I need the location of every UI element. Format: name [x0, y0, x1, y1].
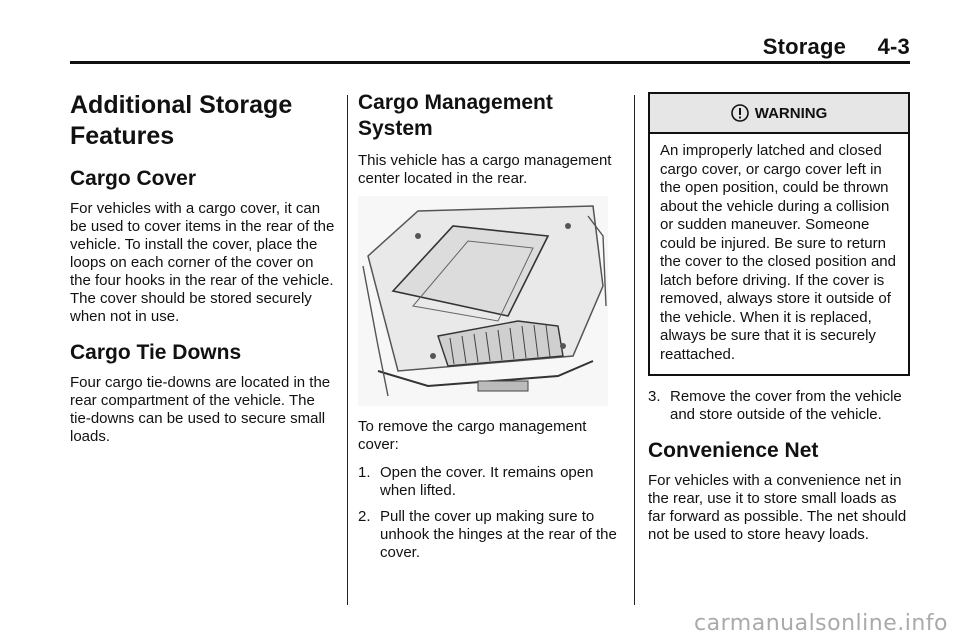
- column-divider-1: [347, 95, 348, 605]
- list-item: [358, 464, 620, 500]
- list-item: [358, 508, 620, 562]
- header-rule: [70, 61, 910, 64]
- cargo-management-illustration: [358, 196, 608, 406]
- convenience-net-text: For vehicles with a convenience net in the rear, use it to store small loads as far forward as possible. The net should not be used to store heavy loads.: [648, 472, 907, 543]
- step-text: Open the cover. It remains open when lifted.: [380, 464, 594, 499]
- column-divider-2: [634, 95, 635, 605]
- page-number: 4-3: [877, 34, 910, 59]
- cargo-management-intro: This vehicle has a cargo management center located in the rear.: [358, 152, 612, 187]
- page-header-title: [763, 34, 910, 60]
- step-text: Pull the cover up making sure to unhook the hinges at the rear of the cover.: [380, 508, 617, 561]
- column-right: [648, 80, 910, 550]
- step-number: 1.: [358, 464, 371, 481]
- column-left: [70, 80, 335, 452]
- warning-box: [648, 92, 910, 376]
- remove-steps-list-continued: [648, 388, 910, 424]
- remove-cover-intro: To remove the cargo management cover:: [358, 418, 587, 453]
- page-header: [70, 28, 910, 64]
- cargo-cover-heading: Cargo Cover: [70, 167, 197, 190]
- cargo-cover-text: For vehicles with a cargo cover, it can be used to cover items in the rear of the vehicle. To install the cover, place the loops on each corner of the cover on the four hooks in the rear of the vehicle. The cover should be stored securely when not in use.: [70, 200, 335, 325]
- additional-storage-heading: Additional Storage Features: [70, 91, 293, 150]
- remove-steps-list: [358, 464, 620, 562]
- warning-label: WARNING: [754, 104, 828, 122]
- list-item: [648, 388, 910, 424]
- step-text: Remove the cover from the vehicle and store outside of the vehicle.: [670, 388, 902, 423]
- column-middle: [358, 80, 620, 570]
- warning-text: An improperly latched and closed cargo cover, or cargo cover left in the open position, could be thrown about the vehicle during a collision or sudden maneuver. Someone could be injured. Be sure to return the cover to the closed position and latch before driving. If the cover is removed, always store it outside of the vehicle. When it is replaced, always be sure that it is securely reattached.: [660, 142, 896, 363]
- convenience-net-heading: Convenience Net: [648, 439, 819, 462]
- step-number: 3.: [648, 388, 661, 405]
- cargo-management-heading: Cargo Management System: [358, 91, 553, 140]
- warning-exclamation-icon: [731, 104, 749, 122]
- watermark-text: carmanualsonline.info: [694, 611, 948, 636]
- cargo-area-drawing: [358, 196, 608, 406]
- step-number: 2.: [358, 508, 371, 525]
- cargo-tie-downs-text: Four cargo tie-downs are located in the rear compartment of the vehicle. The tie-downs can be used to secure small loads.: [70, 374, 331, 445]
- warning-header: [650, 94, 908, 134]
- section-name: Storage: [762, 34, 847, 59]
- cargo-tie-downs-heading: Cargo Tie Downs: [70, 341, 242, 364]
